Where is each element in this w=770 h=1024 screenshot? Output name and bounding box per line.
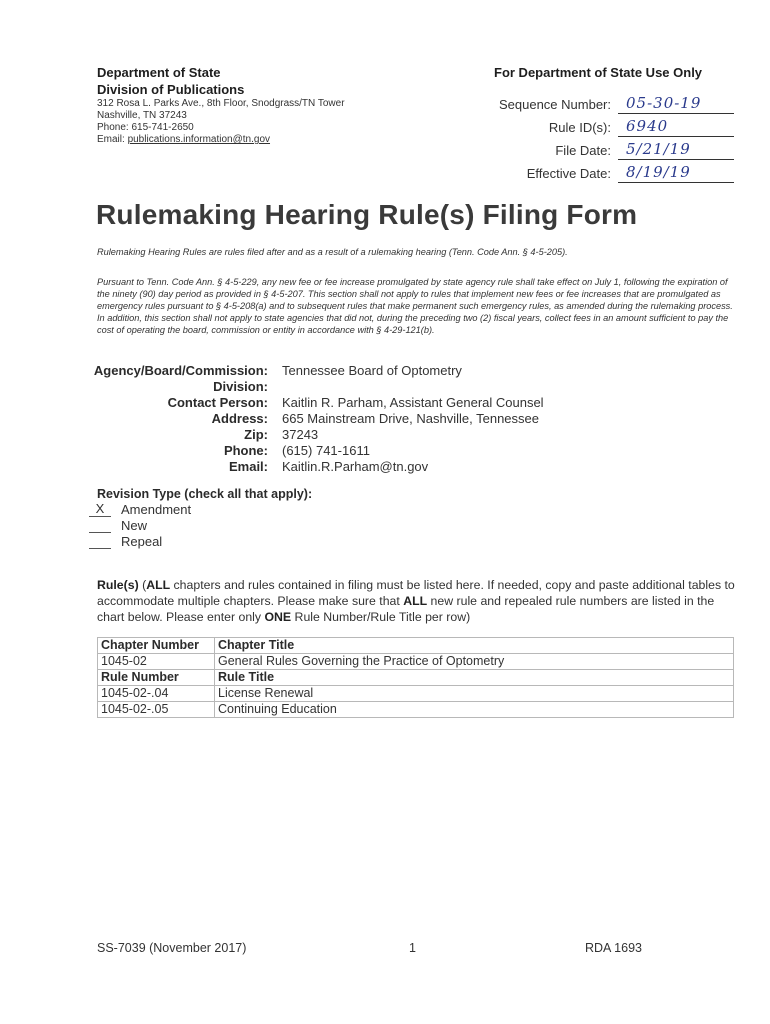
rules-text-2: chapters and rules contained in filing must be listed here. If needed, copy and paste additional tables to accommodate multiple chapters. Please make sure that bbox=[97, 578, 735, 608]
address-row bbox=[60, 411, 539, 427]
amendment-checkbox[interactable]: X bbox=[89, 502, 111, 517]
division-name: Division of Publications bbox=[97, 82, 245, 97]
department-city: Nashville, TN 37243 bbox=[97, 110, 187, 121]
repeal-label: Repeal bbox=[121, 534, 163, 549]
rulemaking-note: Rulemaking Hearing Rules are rules filed after and as a result of a rulemaking hearing (Tenn. Code Ann. § 4-5-205). bbox=[97, 247, 568, 257]
rule-number-header: Rule Number bbox=[98, 670, 215, 686]
rules-text-1: ( bbox=[138, 578, 147, 592]
rule-number-cell[interactable]: 1045-02-.05 bbox=[98, 702, 215, 718]
new-label: New bbox=[121, 518, 148, 533]
table-row bbox=[98, 670, 734, 686]
table-row bbox=[98, 638, 734, 654]
department-name: Department of State bbox=[97, 65, 221, 80]
rules-all-2: ALL bbox=[403, 594, 428, 608]
fee-note: Pursuant to Tenn. Code Ann. § 4-5-229, any new fee or fee increase promulgated by state agency rule shall take effect on July 1, following the expiration of the ninety (90) day period as provided in § 4-5-207. This section shall not apply to rules that implement new fees or fee increases that are promulgated as emergency rules pursuant to § 4-5-208(a) and to subsequent rules that make permanent such emergency rules, as amended during the rulemaking process. In addition, this section shall not apply to state agencies that did not, during the preceding two (2) fiscal years, collect fees in an amount sufficient to pay the cost of operating the board, commission or entity in accordance with § 4-29-121(b). bbox=[97, 277, 733, 335]
page-number: 1 bbox=[409, 941, 416, 955]
email-value[interactable]: Kaitlin.R.Parham@tn.gov bbox=[282, 459, 429, 474]
chapter-number-cell[interactable]: 1045-02 bbox=[98, 654, 215, 670]
zip-value[interactable]: 37243 bbox=[282, 427, 319, 442]
rules-all-1: ALL bbox=[146, 578, 171, 592]
email-row bbox=[60, 459, 429, 475]
effective-date-row bbox=[494, 163, 734, 183]
new-checkbox[interactable] bbox=[89, 518, 111, 533]
rule-title-cell[interactable]: Continuing Education bbox=[215, 702, 734, 718]
revision-type-block bbox=[97, 487, 312, 550]
table-row bbox=[98, 702, 734, 718]
contact-label: Contact Person: bbox=[167, 395, 268, 410]
revision-option-amendment bbox=[97, 502, 312, 518]
phone-value[interactable]: (615) 741-1611 bbox=[282, 443, 370, 458]
division-label: Division: bbox=[213, 379, 268, 394]
sequence-number-row bbox=[494, 94, 734, 114]
agency-block bbox=[60, 363, 544, 475]
chapter-number-header: Chapter Number bbox=[98, 638, 215, 654]
email-label: Email: bbox=[97, 134, 128, 145]
phone-row bbox=[60, 443, 370, 459]
rules-text-3: new rule and repealed rule numbers are listed in the chart below. Please enter only bbox=[97, 594, 715, 624]
table-row bbox=[98, 686, 734, 702]
department-email bbox=[97, 134, 345, 146]
file-date-row bbox=[494, 140, 734, 160]
rules-table bbox=[97, 637, 734, 718]
address-value[interactable]: 665 Mainstream Drive, Nashville, Tennessee bbox=[282, 411, 539, 426]
effective-date-label: Effective Date: bbox=[526, 166, 611, 181]
amendment-label: Amendment bbox=[121, 502, 192, 517]
department-address: 312 Rosa L. Parks Ave., 8th Floor, Snodgrass/TN Tower bbox=[97, 98, 345, 109]
rda-number: RDA 1693 bbox=[585, 941, 642, 955]
sequence-number-label: Sequence Number: bbox=[498, 97, 611, 112]
form-title: Rulemaking Hearing Rule(s) Filing Form bbox=[96, 199, 638, 230]
agency-label: Agency/Board/Commission: bbox=[93, 363, 268, 378]
effective-date-field[interactable]: 8/19/19 bbox=[618, 163, 734, 183]
email-link[interactable]: publications.information@tn.gov bbox=[127, 134, 271, 145]
sequence-number-field[interactable]: 05-30-19 bbox=[618, 94, 734, 114]
rules-word: Rule(s) bbox=[97, 578, 139, 592]
rule-title-header: Rule Title bbox=[215, 670, 734, 686]
zip-label: Zip: bbox=[244, 427, 268, 442]
revision-option-new bbox=[97, 518, 312, 534]
zip-row bbox=[60, 427, 319, 443]
form-id: SS-7039 (November 2017) bbox=[97, 941, 247, 955]
agency-row bbox=[60, 363, 462, 379]
contact-row bbox=[60, 395, 544, 411]
department-header bbox=[97, 64, 345, 146]
rule-id-row bbox=[494, 117, 734, 137]
division-row bbox=[60, 379, 268, 395]
revision-type-heading: Revision Type (check all that apply): bbox=[97, 487, 313, 501]
chapter-title-cell[interactable]: General Rules Governing the Practice of Optometry bbox=[215, 654, 734, 670]
office-use-heading: For Department of State Use Only bbox=[494, 65, 703, 80]
address-label: Address: bbox=[211, 411, 268, 426]
rule-title-cell[interactable]: License Renewal bbox=[215, 686, 734, 702]
rule-id-field[interactable]: 6940 bbox=[618, 117, 734, 137]
revision-option-repeal bbox=[97, 534, 312, 550]
rule-number-cell[interactable]: 1045-02-.04 bbox=[98, 686, 215, 702]
file-date-label: File Date: bbox=[555, 143, 611, 158]
rules-one: ONE bbox=[264, 610, 292, 624]
rules-text-4: Rule Number/Rule Title per row) bbox=[291, 610, 471, 624]
table-row bbox=[98, 654, 734, 670]
agency-value[interactable]: Tennessee Board of Optometry bbox=[282, 363, 462, 378]
department-phone: Phone: 615-741-2650 bbox=[97, 122, 194, 133]
repeal-checkbox[interactable] bbox=[89, 534, 111, 549]
rules-instructions bbox=[97, 577, 737, 625]
email-label: Email: bbox=[228, 459, 268, 474]
office-use-block bbox=[494, 65, 734, 186]
file-date-field[interactable]: 5/21/19 bbox=[618, 140, 734, 160]
contact-value[interactable]: Kaitlin R. Parham, Assistant General Counsel bbox=[282, 395, 544, 410]
rule-id-label: Rule ID(s): bbox=[548, 120, 611, 135]
phone-label: Phone: bbox=[223, 443, 268, 458]
chapter-title-header: Chapter Title bbox=[215, 638, 734, 654]
